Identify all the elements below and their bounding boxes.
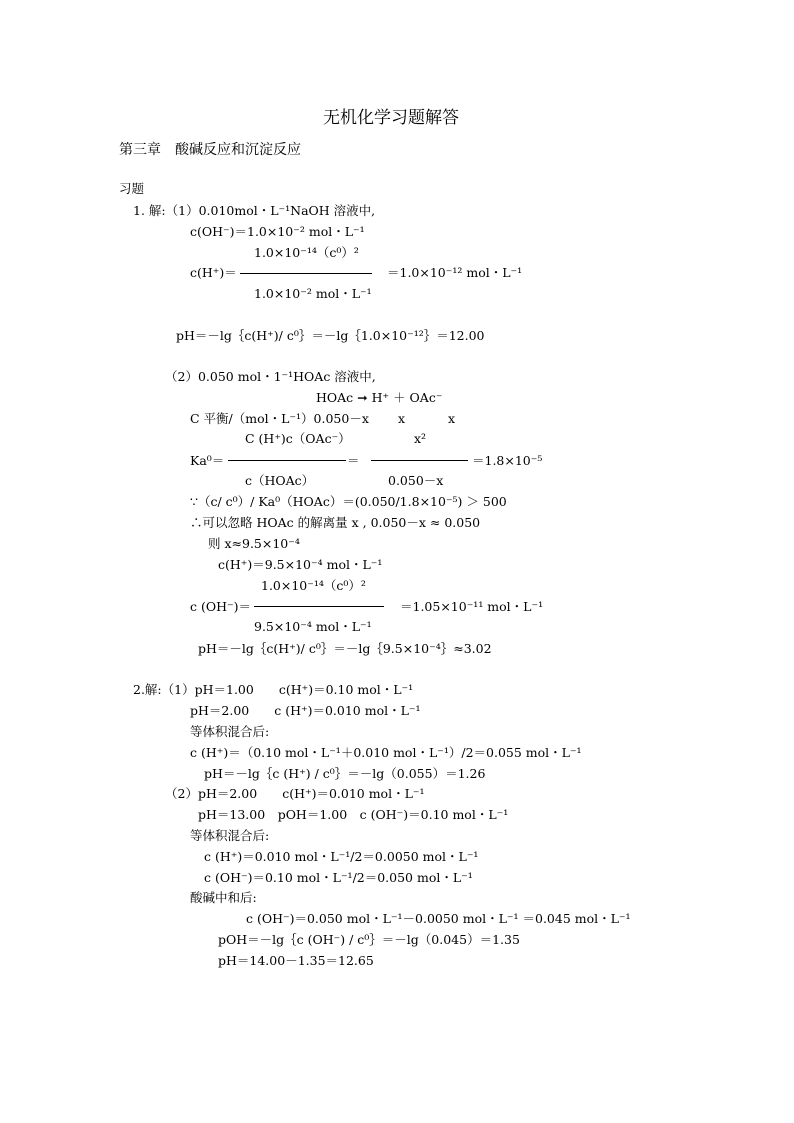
p1-oh-rhs: ＝1.05×10⁻¹¹ mol・L⁻¹: [400, 599, 544, 614]
p1-ka-denominator: c（HOAc）: [245, 473, 315, 488]
p1-fraction-lhs: c(H⁺)＝: [190, 265, 237, 280]
p1-equilibrium-x2: x: [448, 411, 456, 426]
p1-ka-fraction-bar-1: [228, 460, 346, 461]
p1-fraction-bar: [240, 273, 372, 274]
p1-oh-fraction-bar: [254, 606, 384, 607]
p1-ka-numerator-x2: x²: [414, 431, 427, 446]
p1-oh-lhs: c (OH⁻)＝: [190, 599, 251, 614]
problem-2-line-10: c (OH⁻)＝0.10 mol・L⁻¹/2＝0.050 mol・L⁻¹: [204, 870, 473, 885]
problem-2-line-7: pH＝13.00 pOH＝1.00 c (OH⁻)＝0.10 mol・L⁻¹: [198, 807, 509, 822]
p1-oh-denominator: 9.5×10⁻⁴ mol・L⁻¹: [254, 619, 372, 634]
p1-ka-fraction-bar-2: [371, 460, 468, 461]
p1-ph2: pH＝－lg｛c(H⁺)/ c⁰｝＝－lg｛9.5×10⁻⁴｝≈3.02: [198, 641, 492, 656]
p1-ph: pH＝－lg｛c(H⁺)/ c⁰｝＝－lg｛1.0×10⁻¹²｝＝12.00: [176, 328, 485, 343]
problem-2-line-13: pOH＝－lg｛c (OH⁻) / c⁰｝＝－lg（0.045）＝1.35: [218, 932, 520, 947]
p1-ka-denominator-x: 0.050－x: [388, 473, 444, 488]
p1-ka-numerator: C (H⁺)c（OAc⁻）: [245, 431, 351, 446]
p1-ka-lhs: Ka⁰＝: [190, 453, 225, 468]
problem-2-line-5: pH＝－lg｛c (H⁺) / c⁰｝＝－lg（0.055）＝1.26: [204, 766, 486, 781]
p1-ka-rhs: ＝1.8×10⁻⁵: [472, 453, 543, 468]
p1-equilibrium-conc-label: C 平衡/（mol・L⁻¹）0.050－x: [190, 411, 369, 426]
section-heading: 习题: [119, 181, 145, 196]
p1-equilibrium-equation: HOAc ➞ H⁺ ＋ OAc⁻: [316, 390, 443, 405]
problem-2-line-3: 等体积混合后:: [190, 724, 270, 739]
p1-because: ∵（c/ c⁰）/ Ka⁰（HOAc）＝(0.050/1.8×10⁻⁵) ＞ 500: [190, 494, 507, 509]
problem-2-line-9: c (H⁺)＝0.010 mol・L⁻¹/2＝0.0050 mol・L⁻¹: [204, 849, 479, 864]
p1-therefore: ∴可以忽略 HOAc 的解离量 x , 0.050－x ≈ 0.050: [190, 515, 481, 530]
p1-equilibrium-x1: x: [398, 411, 406, 426]
p1-c-oh: c(OH⁻)＝1.0×10⁻² mol・L⁻¹: [190, 224, 365, 239]
p1-oh-numerator: 1.0×10⁻¹⁴（c⁰）²: [261, 578, 366, 593]
p1-c-h: c(H⁺)＝9.5×10⁻⁴ mol・L⁻¹: [218, 557, 383, 572]
problem-2-line-6: （2）pH＝2.00 c(H⁺)＝0.010 mol・L⁻¹: [165, 786, 425, 801]
chapter-heading: 第三章 酸碱反应和沉淀反应: [119, 142, 301, 158]
p1-fraction-numerator: 1.0×10⁻¹⁴（c⁰）²: [254, 245, 359, 260]
problem-2-line-2: pH＝2.00 c (H⁺)＝0.010 mol・L⁻¹: [190, 703, 421, 718]
problem-2-line-8: 等体积混合后:: [190, 828, 270, 843]
problem-2-line-12: c (OH⁻)＝0.050 mol・L⁻¹－0.0050 mol・L⁻¹ ＝0.045 mol・L⁻¹: [246, 911, 631, 926]
document-title: 无机化学习题解答: [323, 108, 459, 128]
problem-2-line-1: 2.解:（1）pH＝1.00 c(H⁺)＝0.10 mol・L⁻¹: [133, 682, 414, 697]
problem-2-line-14: pH＝14.00－1.35＝12.65: [218, 953, 374, 968]
problem-1-intro: 1. 解:（1）0.010mol・L⁻¹NaOH 溶液中,: [133, 203, 376, 218]
problem-2-line-4: c (H⁺)＝（0.10 mol・L⁻¹＋0.010 mol・L⁻¹）/2＝0.055 mol・L⁻¹: [190, 745, 582, 760]
p1-ka-equals: ＝: [347, 453, 360, 468]
p1-then: 则 x≈9.5×10⁻⁴: [208, 536, 300, 551]
p1-fraction-denominator: 1.0×10⁻² mol・L⁻¹: [254, 286, 372, 301]
p1-fraction-rhs: ＝1.0×10⁻¹² mol・L⁻¹: [387, 265, 523, 280]
problem-1-part-2-intro: （2）0.050 mol・1⁻¹HOAc 溶液中,: [165, 369, 376, 384]
problem-2-line-11: 酸碱中和后:: [190, 890, 257, 905]
